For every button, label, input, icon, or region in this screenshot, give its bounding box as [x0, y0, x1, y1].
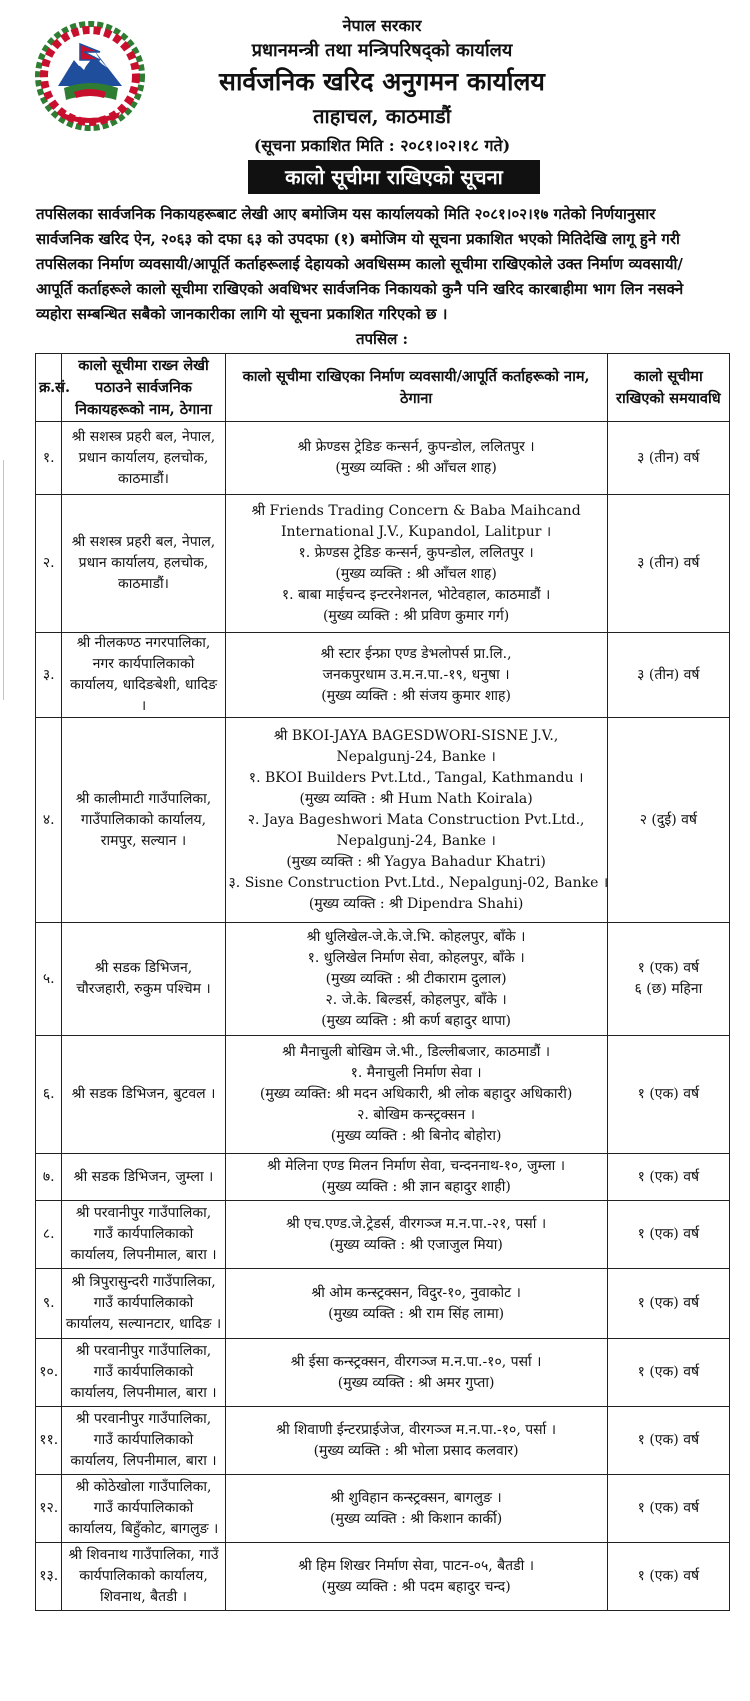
row-serial: १३. [36, 1543, 62, 1611]
entity-line: कार्यालय, सल्यानटार, धादिङ । [65, 1316, 222, 1332]
firm-line: १. फ्रेण्डस ट्रेडिङ कन्सर्न, कुपन्डोल, ललितपुर । [298, 544, 534, 561]
entity-line: श्री सशस्त्र प्रहरी बल, नेपाल, [71, 428, 216, 445]
firm-line: (मुख्य व्यक्ति : श्री किशान कार्की) [330, 1510, 503, 1527]
row-serial: ९. [36, 1269, 62, 1339]
firm-line: १. बाबा माईचन्द इन्टरनेशनल, भोटेवहाल, काठमाडौं । [281, 586, 551, 603]
entity-line: काठमाडौं। [118, 576, 169, 592]
firm-line: श्री ईसा कन्स्ट्रक्सन, वीरगञ्ज म.न.पा.-१०, पर्सा । [290, 1353, 542, 1370]
firm-line: २. Jaya Bageshwori Mata Construction Pvt.Ltd., [247, 811, 585, 828]
firm-line: (मुख्य व्यक्ति : श्री टीकाराम दुलाल) [325, 970, 507, 987]
table-row [36, 718, 730, 923]
firm-line: श्री धुलिखेल-जे.के.जे.भि. कोहलपुर, बाँके । [306, 928, 526, 945]
firm-line: (मुख्य व्यक्ति : श्री एजाजुल मिया) [329, 1236, 503, 1253]
row-firm [225, 1201, 607, 1269]
row-serial: १. [36, 422, 62, 495]
firm-line: Nepalgunj-24, Banke । [336, 748, 496, 765]
firm-line: श्री ओम कन्स्ट्रक्सन, विदुर-१०, नुवाकोट । [311, 1284, 521, 1301]
entity-line: गाउँ कार्यपालिकाको [93, 1364, 194, 1380]
table-row [36, 1407, 730, 1475]
entity-line: रामपुर, सल्यान । [100, 832, 187, 849]
row-entity [62, 1543, 225, 1611]
firm-line: श्री Friends Trading Concern & Baba Maihcand [251, 502, 581, 519]
government-name: नेपाल सरकार [342, 16, 422, 35]
period-line: ३ (तीन) वर्ष [637, 449, 700, 466]
firm-line: २. जे.के. बिल्डर्स, कोहलपुर, बाँके । [325, 991, 507, 1008]
firm-line: (मुख्य व्यक्ति : श्री ज्ञान बहादुर शाही) [321, 1179, 511, 1195]
row-entity [62, 923, 225, 1036]
entity-line: श्री त्रिपुरासुन्दरी गाउँपालिका, [71, 1274, 216, 1290]
period-line: १ (एक) वर्ष [637, 960, 700, 976]
row-serial: ११. [36, 1407, 62, 1475]
entity-line: श्री नीलकण्ठ नगरपालिका, [76, 635, 211, 651]
row-serial: ३. [36, 633, 62, 718]
row-period [607, 1339, 729, 1407]
period-line: १ (एक) वर्ष [637, 1295, 700, 1311]
tapasil-label: तपसिल : [355, 330, 409, 348]
intro-line: तपसिलका सार्वजनिक निकायहरूबाट लेखी आए बमोजिम यस कार्यालयको मिति २०८१।०२।१७ गतेको निर्णयानुसार [36, 205, 656, 223]
period-line: २ (दुई) वर्ष [639, 811, 697, 828]
page-margin-line [3, 460, 4, 700]
table-row [36, 1543, 730, 1611]
entity-line: गाउँ कार्यपालिकाको [93, 1295, 194, 1311]
period-line: १ (एक) वर्ष [637, 1226, 700, 1242]
row-firm [225, 422, 607, 495]
entity-line: प्रधान कार्यालय, हलचोक, [78, 555, 209, 571]
entity-line: श्री परवानीपुर गाउँपालिका, [75, 1205, 212, 1221]
entity-line: श्री शिवनाथ गाउँपालिका, गाउँ [68, 1547, 219, 1563]
table-row [36, 495, 730, 633]
period-line: १ (एक) वर्ष [637, 1432, 700, 1448]
row-firm [225, 923, 607, 1036]
header-entity: कालो सूचीमा राख्न लेखी पठाउने सार्वजनिक निकायहरूको नाम, ठेगाना [62, 354, 225, 422]
firm-line: (मुख्य व्यक्ति : श्री कर्ण बहादुर थापा) [321, 1012, 512, 1029]
row-period [607, 633, 729, 718]
intro-paragraph [36, 202, 728, 327]
row-entity [62, 1475, 225, 1543]
entity-line: काठमाडौं। [118, 470, 169, 487]
firm-line: श्री मेलिना एण्ड मिलन निर्माण सेवा, चन्दननाथ-१०, जुम्ला । [267, 1158, 566, 1174]
firm-line: ३. Sisne Construction Pvt.Ltd., Nepalgunj-02, Banke । [228, 874, 609, 891]
firm-line: २. बोखिम कन्स्ट्रक्सन । [357, 1107, 476, 1123]
firm-line: (मुख्य व्यक्ति : श्री अमर गुप्ता) [337, 1374, 495, 1391]
department-name: सार्वजनिक खरिद अनुगमन कार्यालय [219, 67, 545, 96]
publish-date: (सूचना प्रकाशित मिति : २०८१।०२।१८ गते) [253, 136, 511, 155]
row-firm [225, 718, 607, 923]
row-period [607, 923, 729, 1036]
firm-line: (मुख्य व्यक्ति : श्री पदम बहादुर चन्द) [321, 1578, 511, 1595]
period-line: १ (एक) वर्ष [637, 1568, 700, 1584]
blacklist-table [35, 353, 730, 1611]
firm-line: (मुख्य व्यक्ति : श्री Dipendra Shahi) [308, 895, 524, 912]
firm-line: (मुख्य व्यक्ति : श्री Hum Nath Koirala) [299, 790, 533, 807]
row-entity [62, 1036, 225, 1154]
firm-line: श्री शिवाणी ईन्टरप्राईजेज, वीरगञ्ज म.न.पा.-१०, पर्सा । [276, 1421, 557, 1438]
row-period [607, 718, 729, 923]
row-firm [225, 633, 607, 718]
firm-line: (मुख्य व्यक्ति : श्री राम सिंह लामा) [328, 1305, 505, 1322]
firm-line: श्री एच.एण्ड.जे.ट्रेडर्स, वीरगञ्ज म.न.पा.-२१, पर्सा । [286, 1215, 547, 1232]
table-row [36, 633, 730, 718]
notice-header [30, 0, 734, 196]
row-firm [225, 1543, 607, 1611]
firm-line: श्री फ्रेण्डस ट्रेडिङ कन्सर्न, कुपन्डोल, ललितपुर । [297, 439, 535, 455]
firm-line: (मुख्य व्यक्ति : श्री बिनोद बोहोरा) [330, 1128, 502, 1144]
firm-line: १. धुलिखेल निर्माण सेवा, कोहलपुर, बाँके । [307, 949, 525, 966]
entity-line: श्री कोठेखोला गाउँपालिका, [75, 1479, 212, 1495]
header-serial: क्र.सं. [36, 354, 62, 422]
row-entity [62, 1339, 225, 1407]
period-line: १ (एक) वर्ष [637, 1086, 700, 1102]
intro-line: आपूर्ति कर्ताहरूले कालो सूचीमा राखिएको अवधिभर सार्वजनिक निकायको कुनै पनि खरिद कारबाहीमा भाग लिन नसक्ने [36, 280, 684, 298]
firm-line: जनकपुरधाम उ.म.न.पा.-१९, धनुषा । [322, 666, 510, 683]
row-entity [62, 1154, 225, 1201]
row-serial: ७. [36, 1154, 62, 1201]
row-period [607, 422, 729, 495]
entity-line: श्री सडक डिभिजन, बुटवल । [71, 1086, 216, 1102]
entity-line: गाउँ कार्यपालिकाको [93, 1432, 194, 1448]
row-period [607, 1475, 729, 1543]
row-serial: ५. [36, 923, 62, 1036]
office-address: ताहाचल, काठमाडौं [313, 104, 451, 128]
intro-line: तपसिलका निर्माण व्यवसायी/आपूर्ति कर्ताहरूलाई देहायको अवधिसम्म कालो सूचीमा राखिएकोले उक्त निर्माण व्यवसायी/ [36, 255, 683, 273]
notice-title-banner: कालो सूचीमा राखिएको सूचना [248, 160, 540, 194]
intro-line: सार्वजनिक खरिद ऐन, २०६३ को दफा ६३ को उपदफा (१) बमोजिम यो सूचना प्रकाशित भएको मितिदेखि लागू हुने गरी [36, 230, 680, 248]
entity-line: कार्यालय, लिपनीमाल, बारा । [70, 1247, 217, 1263]
table-body [36, 422, 730, 1611]
entity-line: कार्यालय, लिपनीमाल, बारा । [70, 1453, 217, 1469]
table-row [36, 1475, 730, 1543]
period-line: १ (एक) वर्ष [637, 1168, 700, 1185]
entity-line: श्री परवानीपुर गाउँपालिका, [75, 1343, 212, 1359]
row-firm [225, 1407, 607, 1475]
entity-line: गाउँ कार्यपालिकाको [93, 1226, 194, 1242]
row-entity [62, 1269, 225, 1339]
table-row [36, 1339, 730, 1407]
header-firm: कालो सूचीमा राखिएका निर्माण व्यवसायी/आपूर्ति कर्ताहरूको नाम, ठेगाना [225, 354, 607, 422]
table-header-row [36, 354, 730, 422]
firm-line: श्री हिम शिखर निर्माण सेवा, पाटन-०५, बैतडी । [298, 1557, 535, 1574]
firm-line: श्री BKOI-JAYA BAGESDWORI-SISNE J.V., [273, 727, 559, 744]
entity-line: कार्यालय, लिपनीमाल, बारा । [70, 1385, 217, 1401]
firm-line: International J.V., Kupandol, Lalitpur । [280, 523, 552, 540]
entity-line: कार्यालय, धादिङबेशी, धादिङ । [69, 677, 218, 714]
period-line: ३ (तीन) वर्ष [637, 555, 700, 571]
entity-line: गाउँपालिकाको कार्यालय, [80, 811, 207, 828]
entity-line: कार्यालय, बिहुँकोट, बागलुङ । [68, 1521, 219, 1537]
row-serial: ४. [36, 718, 62, 923]
firm-line: Nepalgunj-24, Banke । [336, 832, 496, 849]
firm-line: श्री स्टार ईन्फ्रा एण्ड डेभलोपर्स प्रा.लि., [320, 645, 512, 662]
row-entity [62, 1407, 225, 1475]
row-firm [225, 1475, 607, 1543]
notice-page [30, 0, 734, 1701]
entity-line: कार्यपालिकाको कार्यालय, [79, 1568, 208, 1584]
firm-line: श्री मैनाचुली बोखिम जे.भी., डिल्लीबजार, काठमाडौं । [282, 1044, 551, 1060]
row-period [607, 1269, 729, 1339]
row-serial: ८. [36, 1201, 62, 1269]
period-line: ६ (छ) महिना [634, 981, 703, 997]
period-line: १ (एक) वर्ष [637, 1500, 700, 1516]
firm-line: (मुख्य व्यक्ति : श्री प्रविण कुमार गर्ग) [322, 607, 510, 624]
row-period [607, 495, 729, 633]
row-entity [62, 1201, 225, 1269]
row-serial: १०. [36, 1339, 62, 1407]
row-serial: ६. [36, 1036, 62, 1154]
firm-line: (मुख्य व्यक्ति : श्री आँचल शाह) [335, 460, 497, 476]
table-row [36, 422, 730, 495]
entity-line: चौरजहारी, रुकुम पश्चिम । [76, 981, 211, 997]
firm-line: (मुख्य व्यक्ति: श्री मदन अधिकारी, श्री लोक बहादुर अधिकारी) [259, 1086, 573, 1102]
entity-line: गाउँ कार्यपालिकाको [93, 1500, 194, 1516]
table-row [36, 1154, 730, 1201]
table-row [36, 1269, 730, 1339]
entity-line: श्री कालीमाटी गाउँपालिका, [75, 790, 212, 807]
table-row [36, 923, 730, 1036]
row-entity [62, 422, 225, 495]
row-serial: १२. [36, 1475, 62, 1543]
firm-line: (मुख्य व्यक्ति : श्री आँचल शाह) [335, 565, 497, 582]
firm-line: (मुख्य व्यक्ति : श्री भोला प्रसाद कलवार) [313, 1442, 519, 1459]
firm-line: (मुख्य व्यक्ति : श्री संजय कुमार शाह) [321, 687, 511, 704]
row-period [607, 1154, 729, 1201]
entity-line: श्री सडक डिभिजन, [94, 960, 193, 976]
firm-line: (मुख्य व्यक्ति : श्री Yagya Bahadur Khatri) [286, 853, 546, 870]
row-serial: २. [36, 495, 62, 633]
firm-line: १. BKOI Builders Pvt.Ltd., Tangal, Kathmandu । [248, 769, 584, 786]
entity-line: श्री परवानीपुर गाउँपालिका, [75, 1411, 212, 1427]
intro-line: व्यहोरा सम्बन्धित सबैको जानकारीका लागि यो सूचना प्रकाशित गरिएको छ । [36, 305, 448, 323]
row-entity [62, 718, 225, 923]
period-line: ३ (तीन) वर्ष [637, 666, 700, 683]
row-period [607, 1407, 729, 1475]
row-firm [225, 1036, 607, 1154]
firm-line: श्री शुविहान कन्स्ट्रक्सन, बागलुङ । [330, 1489, 502, 1506]
row-firm [225, 1154, 607, 1201]
row-firm [225, 495, 607, 633]
table-row [36, 1036, 730, 1154]
row-firm [225, 1269, 607, 1339]
table-row [36, 1201, 730, 1269]
row-entity [62, 633, 225, 718]
entity-line: नगर कार्यपालिकाको [92, 656, 195, 672]
firm-line: १. मैनाचुली निर्माण सेवा । [350, 1065, 482, 1081]
period-line: १ (एक) वर्ष [637, 1364, 700, 1380]
row-period [607, 1543, 729, 1611]
row-period [607, 1036, 729, 1154]
row-firm [225, 1339, 607, 1407]
entity-line: प्रधान कार्यालय, हलचोक, [78, 449, 209, 466]
entity-line: श्री सडक डिभिजन, जुम्ला । [73, 1168, 214, 1185]
row-entity [62, 495, 225, 633]
entity-line: शिवनाथ, बैतडी । [99, 1589, 188, 1605]
entity-line: श्री सशस्त्र प्रहरी बल, नेपाल, [71, 534, 216, 550]
office-name: प्रधानमन्त्री तथा मन्त्रिपरिषद्को कार्यालय [251, 40, 513, 61]
header-period: कालो सूचीमा राखिएको समयावधि [607, 354, 729, 422]
row-period [607, 1201, 729, 1269]
